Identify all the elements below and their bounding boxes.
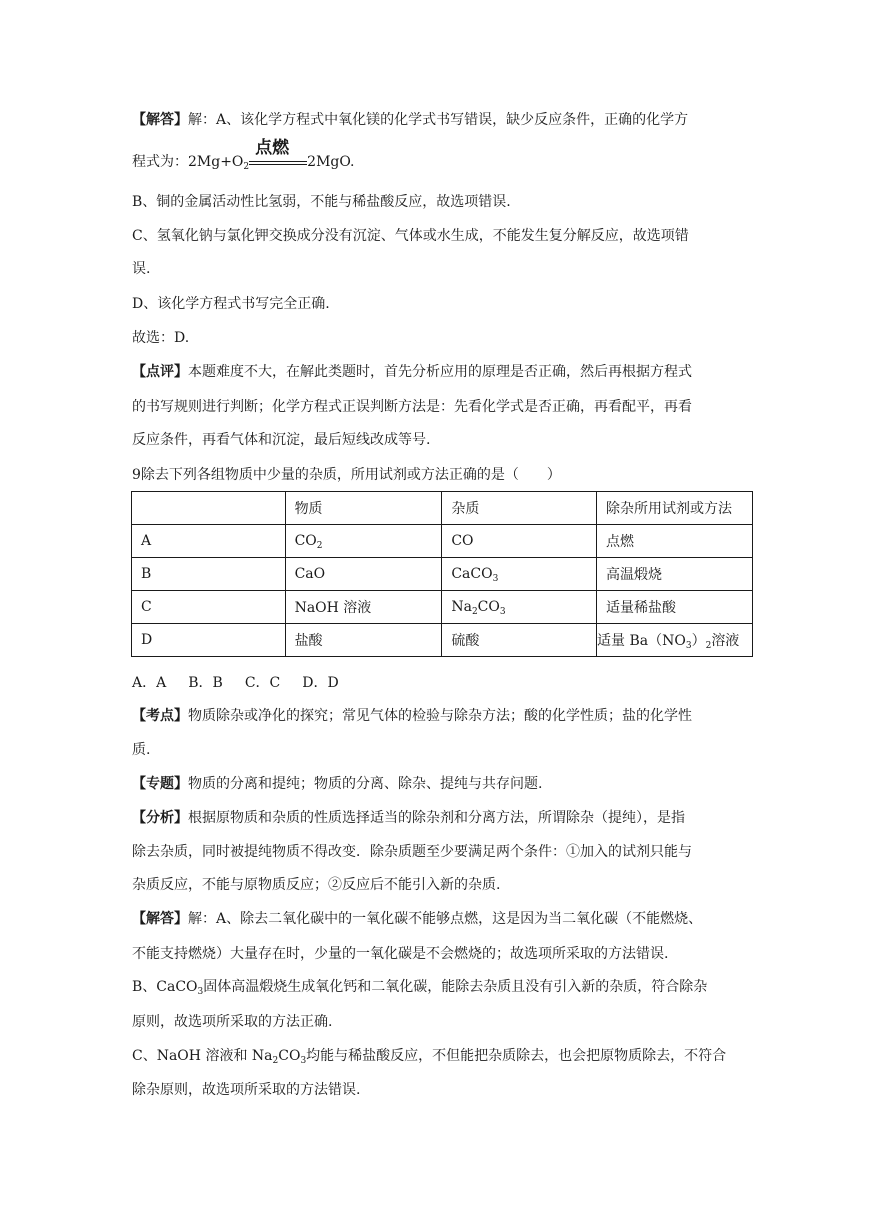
answer-line-1: 【解答】解：A、该化学方程式中氧化镁的化学式书写错误，缺少反应条件，正确的化学方 bbox=[132, 112, 689, 128]
question-9-stem: 9除去下列各组物质中少量的杂质，所用试剂或方法正确的是（ ） bbox=[132, 467, 561, 483]
answer-choice: 故选：D. bbox=[132, 330, 190, 346]
solution-line-2: 不能支持燃烧）大量存在时，少量的一氧化碳是不会燃烧的；故选项所采取的方法错误. bbox=[132, 946, 669, 962]
answer-tag: 【解答】 bbox=[132, 112, 188, 128]
analysis-line-3: 杂质反应，不能与原物质反应；②反应后不能引入新的杂质. bbox=[132, 877, 501, 893]
question-9-options bbox=[132, 673, 361, 693]
answer-line-c1: C、氢氧化钠与氯化钾交换成分没有沉淀、气体或水生成，不能发生复分解反应，故选项错 bbox=[132, 228, 689, 244]
knowledge-point-line-1: 【考点】物质除杂或净化的探究；常见气体的检验与除杂方法；酸的化学性质；盐的化学性 bbox=[132, 708, 692, 724]
solution-line-b2: 原则，故选项所采取的方法正确. bbox=[132, 1014, 333, 1030]
answer-line-c2: 误. bbox=[132, 261, 151, 277]
table-row: D 盐酸 硫酸 适量 $Ba(NO_3)_2$溶液 bbox=[132, 624, 753, 657]
answer-line-b: B、铜的金属活动性比氢弱，不能与稀盐酸反应，故选项错误. bbox=[132, 194, 511, 210]
reaction-condition-arrow: 点燃 bbox=[249, 152, 307, 172]
analysis-line-1: 【分析】根据原物质和杂质的性质选择适当的除杂剂和分离方法，所谓除杂（提纯），是指 bbox=[132, 810, 685, 826]
option-d: D．D bbox=[302, 675, 339, 691]
analysis-line-2: 除去杂质，同时被提纯物质不得改变．除杂质题至少要满足两个条件：①加入的试剂只能与 bbox=[132, 844, 692, 860]
answer-line-d: D、该化学方程式书写完全正确. bbox=[132, 296, 330, 312]
answer-line-2: 程式为：$2Mg+O_2$ 点燃 2MgO. bbox=[132, 138, 355, 172]
comment-line-2: 的书写规则进行判断；化学方程式正误判断方法是：先看化学式是否正确，再看配平，再看 bbox=[132, 399, 692, 415]
solution-line-c1: C、NaOH 溶液和 $Na_2CO_3$均能与稀盐酸反应，不但能把杂质除去，也会把原物质除去，不符合 bbox=[132, 1048, 727, 1066]
table-row: A $CO_2$ CO 点燃 bbox=[132, 525, 753, 558]
comment-line-3: 反应条件，再看气体和沉淀，最后短线改成等号. bbox=[132, 432, 431, 448]
table-header-row: 物质 杂质 除杂所用试剂或方法 bbox=[132, 492, 753, 525]
solution-line-c2: 除杂原则，故选项所采取的方法错误. bbox=[132, 1082, 361, 1098]
comment-line-1: 【点评】本题难度不大，在解此类题时，首先分析应用的原理是否正确，然后再根据方程式 bbox=[132, 364, 692, 380]
solution-line-b1: B、CaCO$_3$固体高温煅烧生成氧化钙和二氧化碳，能除去杂质且没有引入新的杂质，符合除杂 bbox=[132, 979, 708, 997]
knowledge-point-line-2: 质. bbox=[132, 742, 151, 758]
option-b: B．B bbox=[188, 675, 223, 691]
table-row: B CaO CaCO$_3$ 高温煅烧 bbox=[132, 558, 753, 591]
option-c: C．C bbox=[244, 675, 281, 691]
question-9-table bbox=[131, 491, 753, 657]
table-row: C NaOH 溶液 $Na_2CO_3$ 适量稀盐酸 bbox=[132, 591, 753, 624]
topic-line: 【专题】物质的分离和提纯；物质的分离、除杂、提纯与共存问题. bbox=[132, 776, 543, 792]
solution-line-1: 【解答】解：A、除去二氧化碳中的一氧化碳不能够点燃，这是因为当二氧化碳（不能燃烧、 bbox=[132, 911, 703, 927]
option-a: A．A bbox=[132, 675, 167, 691]
